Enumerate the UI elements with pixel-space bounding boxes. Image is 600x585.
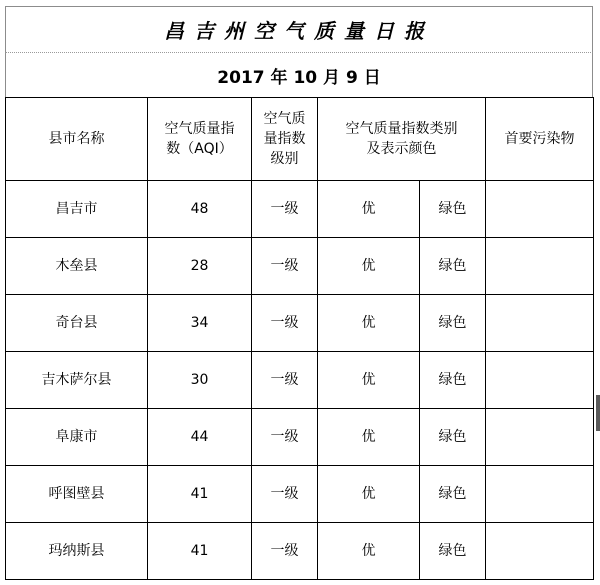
county-cell: 阜康市 bbox=[6, 409, 148, 466]
date-row bbox=[5, 53, 593, 97]
level-cell: 一级 bbox=[252, 466, 318, 523]
category-cell: 优 bbox=[318, 409, 420, 466]
aqi-cell: 30 bbox=[148, 352, 252, 409]
color-cell: 绿色 bbox=[420, 181, 486, 238]
pollutant-cell bbox=[486, 523, 594, 580]
level-cell: 一级 bbox=[252, 295, 318, 352]
table-row bbox=[6, 295, 594, 352]
color-cell: 绿色 bbox=[420, 409, 486, 466]
pollutant-cell bbox=[486, 409, 594, 466]
header-aqi bbox=[148, 98, 252, 181]
header-category-line2: 及表示颜色 bbox=[366, 141, 437, 157]
table-row bbox=[6, 409, 594, 466]
level-cell: 一级 bbox=[252, 181, 318, 238]
county-cell: 玛纳斯县 bbox=[6, 523, 148, 580]
pollutant-cell bbox=[486, 295, 594, 352]
pollutant-cell bbox=[486, 466, 594, 523]
level-cell: 一级 bbox=[252, 409, 318, 466]
aqi-cell: 41 bbox=[148, 523, 252, 580]
county-cell: 奇台县 bbox=[6, 295, 148, 352]
table-row bbox=[6, 523, 594, 580]
level-cell: 一级 bbox=[252, 523, 318, 580]
county-cell: 昌吉市 bbox=[6, 181, 148, 238]
aqi-cell: 28 bbox=[148, 238, 252, 295]
scrollbar-edge[interactable] bbox=[596, 395, 600, 431]
county-cell: 呼图壁县 bbox=[6, 466, 148, 523]
category-cell: 优 bbox=[318, 295, 420, 352]
header-county: 县市名称 bbox=[6, 98, 148, 181]
county-cell: 吉木萨尔县 bbox=[6, 352, 148, 409]
county-cell: 木垒县 bbox=[6, 238, 148, 295]
pollutant-cell bbox=[486, 181, 594, 238]
table-row bbox=[6, 352, 594, 409]
pollutant-cell bbox=[486, 238, 594, 295]
color-cell: 绿色 bbox=[420, 238, 486, 295]
header-level-line3: 级别 bbox=[270, 151, 299, 167]
pollutant-cell bbox=[486, 352, 594, 409]
level-cell: 一级 bbox=[252, 238, 318, 295]
header-category-line1: 空气质量指数类别 bbox=[345, 121, 458, 137]
color-cell: 绿色 bbox=[420, 295, 486, 352]
level-cell: 一级 bbox=[252, 352, 318, 409]
category-cell: 优 bbox=[318, 466, 420, 523]
air-quality-table bbox=[5, 97, 594, 580]
header-aqi-line1: 空气质量指 bbox=[164, 121, 235, 137]
color-cell: 绿色 bbox=[420, 466, 486, 523]
report-sheet bbox=[5, 6, 593, 581]
category-cell: 优 bbox=[318, 238, 420, 295]
header-pollutant: 首要污染物 bbox=[486, 98, 594, 181]
color-cell: 绿色 bbox=[420, 523, 486, 580]
category-cell: 优 bbox=[318, 523, 420, 580]
table-header-row bbox=[6, 98, 594, 181]
header-level-line2: 量指数 bbox=[263, 131, 306, 147]
table-row bbox=[6, 466, 594, 523]
report-date: 2017 年 10 月 9 日 bbox=[217, 67, 381, 88]
report-title: 昌吉州空气质量日报 bbox=[164, 19, 434, 43]
table-row bbox=[6, 238, 594, 295]
color-cell: 绿色 bbox=[420, 352, 486, 409]
header-category bbox=[318, 98, 486, 181]
header-aqi-line2: 数（AQI） bbox=[166, 141, 233, 157]
header-level-line1: 空气质 bbox=[263, 111, 306, 127]
category-cell: 优 bbox=[318, 352, 420, 409]
aqi-cell: 34 bbox=[148, 295, 252, 352]
table-row bbox=[6, 181, 594, 238]
aqi-cell: 41 bbox=[148, 466, 252, 523]
aqi-cell: 44 bbox=[148, 409, 252, 466]
title-row bbox=[5, 6, 593, 53]
header-level bbox=[252, 98, 318, 181]
category-cell: 优 bbox=[318, 181, 420, 238]
aqi-cell: 48 bbox=[148, 181, 252, 238]
